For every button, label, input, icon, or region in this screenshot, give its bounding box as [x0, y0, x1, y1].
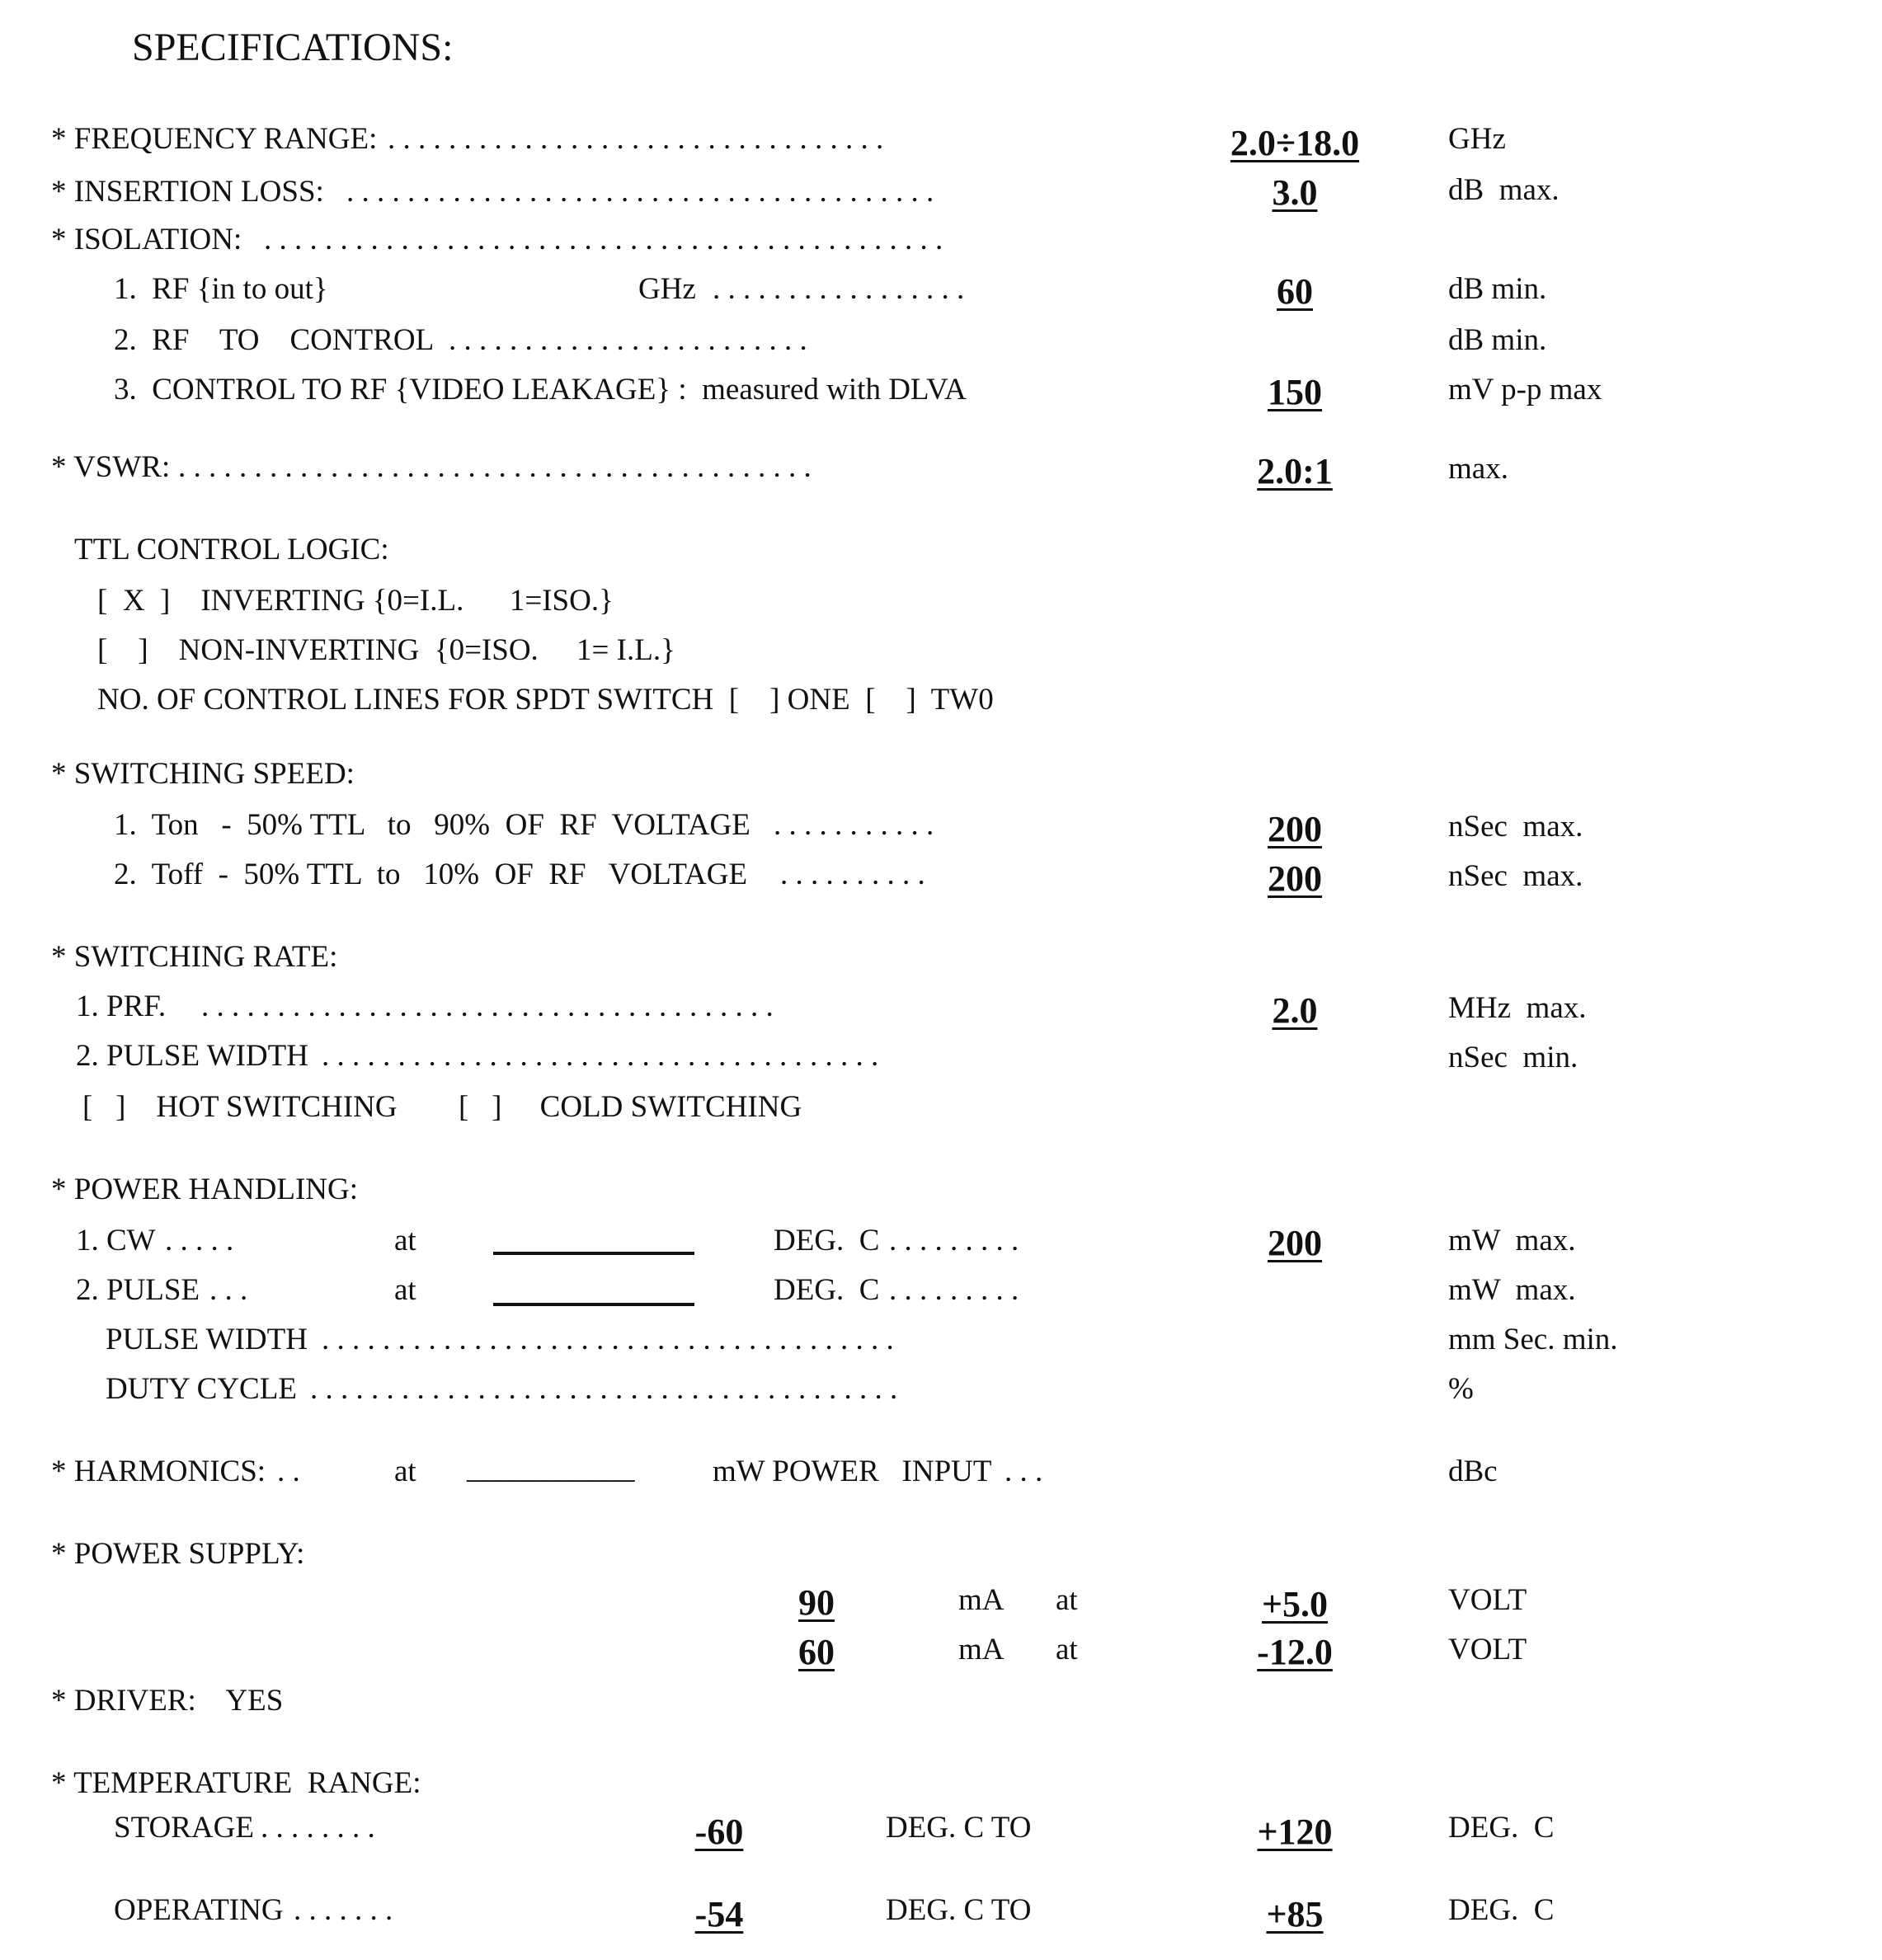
page-title: SPECIFICATIONS:: [132, 26, 454, 69]
pulse-deg: DEG. C: [774, 1273, 880, 1307]
rate-pulse-width-label: 2. PULSE WIDTH: [76, 1039, 308, 1073]
ttl-control-lines: NO. OF CONTROL LINES FOR SPDT SWITCH [ ] ONE [ ] TW0: [97, 683, 994, 717]
isolation-video-value: 150: [1268, 372, 1322, 412]
frequency-label: * FREQUENCY RANGE:: [51, 122, 378, 156]
duty-cycle-unit: %: [1448, 1372, 1474, 1406]
supply-at-1: at: [1056, 1583, 1078, 1617]
switching-rate-label: * SWITCHING RATE:: [51, 940, 338, 974]
pulse-dots: . . .: [209, 1273, 248, 1307]
isolation-rf-in-out-label: 1. RF {in to out}: [114, 272, 328, 306]
isolation-rf-control-unit: dB min.: [1448, 323, 1547, 357]
vswr-unit: max.: [1448, 452, 1508, 486]
isolation-rf-control-dots: . . . . . . . . . . . . . . . . . . . . . . . .: [449, 323, 807, 357]
supply-at-2: at: [1056, 1633, 1078, 1666]
power-pulse-width-unit: mm Sec. min.: [1448, 1323, 1618, 1356]
storage-to-text: DEG. C TO: [886, 1811, 1032, 1845]
supply-ma-unit-2: mA: [958, 1633, 1005, 1666]
insertion-loss-value: 3.0: [1272, 172, 1318, 213]
pulse-dots-2: . . . . . . . . .: [889, 1273, 1019, 1307]
harmonics-at: at: [394, 1455, 416, 1488]
isolation-rf-in-out-unit: dB min.: [1448, 272, 1547, 306]
prf-unit: MHz max.: [1448, 991, 1587, 1025]
ton-label: 1. Ton - 50% TTL to 90% OF RF VOLTAGE: [114, 808, 750, 842]
supply-volt-unit-2: VOLT: [1448, 1633, 1527, 1666]
cw-label: 1. CW: [76, 1224, 156, 1257]
supply-volt-unit-1: VOLT: [1448, 1583, 1527, 1617]
harmonics-blank: ___________: [467, 1451, 635, 1485]
operating-to-value: +85: [1266, 1894, 1324, 1934]
pulse-at: at: [394, 1273, 416, 1307]
isolation-label: * ISOLATION:: [51, 223, 242, 256]
isolation-rf-in-out-ghz: GHz: [638, 272, 696, 306]
prf-label: 1. PRF.: [76, 989, 167, 1023]
power-pulse-width-dots: . . . . . . . . . . . . . . . . . . . . . . . . . . . . . . . . . . . . . .: [322, 1323, 894, 1356]
frequency-unit: GHz: [1448, 122, 1506, 156]
pulse-label: 2. PULSE: [76, 1273, 200, 1307]
ton-value: 200: [1268, 809, 1322, 849]
insertion-loss-label: * INSERTION LOSS:: [51, 175, 324, 209]
insertion-loss-dots: . . . . . . . . . . . . . . . . . . . . . . . . . . . . . . . . . . . . . . .: [346, 175, 934, 209]
rate-pulse-width-dots: . . . . . . . . . . . . . . . . . . . . . . . . . . . . . . . . . . . . .: [322, 1039, 879, 1073]
supply-ma-unit-1: mA: [958, 1583, 1005, 1617]
supply-current-1: 90: [798, 1582, 835, 1623]
isolation-rf-in-out-dots: . . . . . . . . . . . . . . . . .: [713, 272, 965, 306]
operating-from-value: -54: [694, 1894, 744, 1934]
ttl-inverting: [ X ] INVERTING {0=I.L. 1=ISO.}: [97, 584, 614, 618]
isolation-video-unit: mV p-p max: [1448, 373, 1602, 407]
duty-cycle-label: DUTY CYCLE: [106, 1372, 297, 1406]
supply-voltage-1: +5.0: [1261, 1584, 1329, 1624]
storage-label: STORAGE: [114, 1811, 254, 1845]
ton-unit: nSec max.: [1448, 810, 1583, 844]
toff-unit: nSec max.: [1448, 859, 1583, 893]
frequency-value: 2.0÷18.0: [1230, 123, 1360, 163]
duty-cycle-dots: . . . . . . . . . . . . . . . . . . . . . . . . . . . . . . . . . . . . . . .: [310, 1372, 898, 1406]
harmonics-unit: dBc: [1448, 1455, 1498, 1488]
harmonics-input: mW POWER INPUT: [713, 1455, 992, 1488]
pulse-temperature-blank: [493, 1303, 694, 1306]
toff-value: 200: [1268, 858, 1322, 899]
harmonics-dots-2: . . .: [1005, 1455, 1043, 1488]
operating-to-text: DEG. C TO: [886, 1893, 1032, 1927]
storage-dots: . . . . . . . .: [261, 1811, 375, 1845]
cw-dots-2: . . . . . . . . .: [889, 1224, 1019, 1257]
ton-dots: . . . . . . . . . . .: [774, 808, 934, 842]
cw-dots: . . . . .: [165, 1224, 234, 1257]
ttl-label: TTL CONTROL LOGIC:: [74, 533, 389, 566]
prf-dots: . . . . . . . . . . . . . . . . . . . . . . . . . . . . . . . . . . . . . .: [201, 989, 774, 1023]
cw-at: at: [394, 1224, 416, 1257]
isolation-rf-in-out-value: 60: [1277, 271, 1313, 312]
power-handling-label: * POWER HANDLING:: [51, 1173, 359, 1206]
storage-from-value: -60: [694, 1812, 744, 1852]
pulse-unit: mW max.: [1448, 1273, 1576, 1307]
frequency-dots: . . . . . . . . . . . . . . . . . . . . . . . . . . . . . . . . .: [388, 122, 884, 156]
ttl-noninverting: [ ] NON-INVERTING {0=ISO. 1= I.L.}: [97, 633, 675, 667]
prf-value: 2.0: [1272, 990, 1318, 1031]
power-pulse-width-label: PULSE WIDTH: [106, 1323, 308, 1356]
operating-unit: DEG. C: [1448, 1893, 1555, 1927]
isolation-dots: . . . . . . . . . . . . . . . . . . . . . . . . . . . . . . . . . . . . . . . . . . . . .: [264, 223, 943, 256]
switching-speed-label: * SWITCHING SPEED:: [51, 757, 355, 791]
cw-deg: DEG. C: [774, 1224, 880, 1257]
rate-pulse-width-unit: nSec min.: [1448, 1041, 1579, 1074]
supply-current-2: 60: [798, 1632, 835, 1672]
harmonics-label: * HARMONICS:: [51, 1455, 266, 1488]
isolation-video-label: 3. CONTROL TO RF {VIDEO LEAKAGE} : measured with DLVA: [114, 373, 967, 407]
storage-unit: DEG. C: [1448, 1811, 1555, 1845]
vswr-value: 2.0:1: [1257, 451, 1333, 491]
hot-switching-option: [ ] HOT SWITCHING: [82, 1090, 398, 1124]
operating-dots: . . . . . . .: [294, 1893, 393, 1927]
storage-to-value: +120: [1257, 1812, 1333, 1852]
temperature-range-label: * TEMPERATURE RANGE:: [51, 1766, 421, 1800]
toff-label: 2. Toff - 50% TTL to 10% OF RF VOLTAGE: [114, 858, 748, 891]
power-supply-label: * POWER SUPPLY:: [51, 1537, 305, 1571]
driver-line: * DRIVER: YES: [51, 1684, 284, 1718]
isolation-rf-control-label: 2. RF TO CONTROL: [114, 323, 435, 357]
operating-label: OPERATING: [114, 1893, 284, 1927]
insertion-loss-unit: dB max.: [1448, 173, 1560, 207]
harmonics-dots: . .: [277, 1455, 300, 1488]
cold-switching-option: [ ] COLD SWITCHING: [459, 1090, 802, 1124]
supply-voltage-2: -12.0: [1257, 1632, 1333, 1672]
vswr-dots: . . . . . . . . . . . . . . . . . . . . . . . . . . . . . . . . . . . . . . . . . .: [178, 450, 812, 484]
cw-temperature-blank: [493, 1252, 694, 1255]
cw-unit: mW max.: [1448, 1224, 1576, 1257]
vswr-label: * VSWR:: [51, 450, 171, 484]
toff-dots: . . . . . . . . . .: [780, 858, 925, 891]
cw-value: 200: [1268, 1223, 1322, 1263]
